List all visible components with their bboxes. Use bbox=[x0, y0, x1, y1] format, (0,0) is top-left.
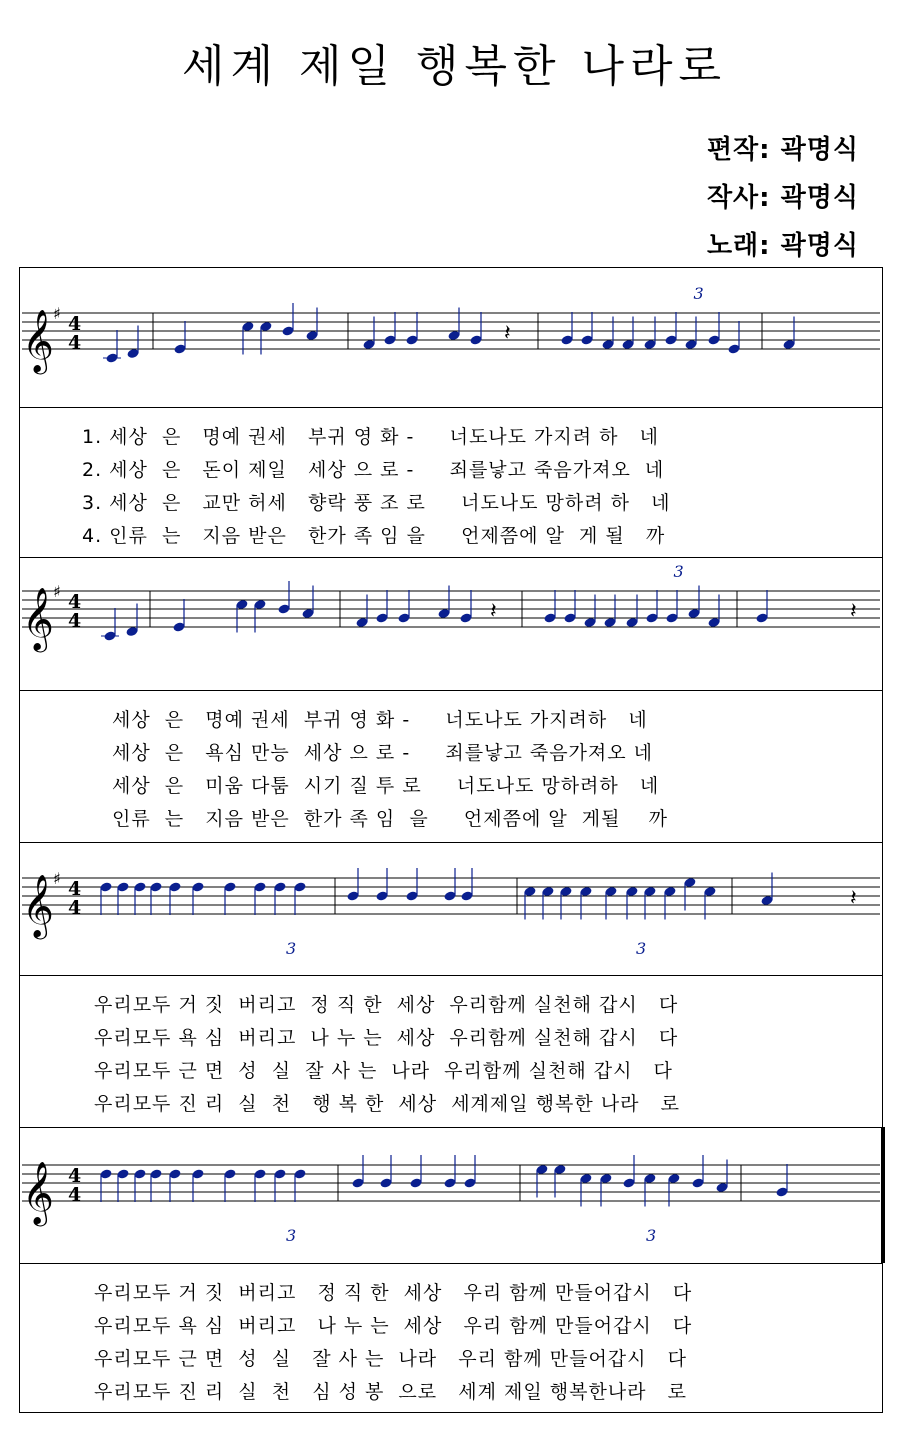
time-signature-bottom: 4 bbox=[68, 897, 82, 919]
lyric-verse-1: 우리모두 거 짓 버리고 정 직 한 세상 우리함께 실천해 갑시 다 bbox=[94, 994, 679, 1016]
lyrics-system-2 bbox=[20, 690, 882, 843]
triplet-mark: 3 bbox=[636, 939, 647, 958]
lyric-verse-2: 우리모두 욕 심 버리고 나 누 는 세상 우리 함께 만들어갑시 다 bbox=[94, 1315, 693, 1337]
triplet-mark: 3 bbox=[693, 284, 704, 303]
treble-clef-icon: 𝄞 bbox=[22, 1161, 54, 1224]
lyric-verse-3: 세상 은 미움 다툼 시기 질 투 로 너도나도 망하려하 네 bbox=[112, 775, 660, 797]
credit-label: 노래: bbox=[706, 231, 771, 261]
triplet-mark: 3 bbox=[646, 1226, 657, 1245]
staff-system-1 bbox=[20, 268, 882, 408]
rest-icon: 𝄽 bbox=[850, 886, 857, 911]
staff-system-3 bbox=[20, 843, 882, 976]
rest-icon: 𝄽 bbox=[490, 599, 497, 624]
lyrics-system-3 bbox=[20, 975, 882, 1128]
sharp-icon: ♯ bbox=[53, 304, 61, 323]
lyric-verse-1: 우리모두 거 짓 버리고 정 직 한 세상 우리 함께 만들어갑시 다 bbox=[94, 1282, 693, 1304]
staff-system-4 bbox=[20, 1128, 882, 1264]
credit-name: 곽명식 bbox=[780, 183, 859, 213]
lyric-verse-3: 우리모두 근 면 성 실 잘 사 는 나라 우리함께 실천해 갑시 다 bbox=[94, 1060, 673, 1082]
rest-icon: 𝄽 bbox=[504, 321, 511, 346]
lyric-verse-1: 세상 은 명예 권세 부귀 영 화 - 너도나도 가지려하 네 bbox=[112, 709, 648, 731]
time-signature-top: 4 bbox=[68, 591, 82, 613]
sharp-icon: ♯ bbox=[53, 582, 61, 601]
song-title: 세계 제일 행복한 나라로 bbox=[182, 41, 727, 92]
music-staff bbox=[20, 1128, 882, 1264]
score-frame bbox=[19, 267, 883, 1413]
treble-clef-icon: 𝄞 bbox=[22, 587, 54, 650]
credit-name: 곽명식 bbox=[780, 135, 859, 165]
credit-name: 곽명식 bbox=[780, 231, 859, 261]
lyric-verse-4: 우리모두 진 리 실 천 행 복 한 세상 세계제일 행복한 나라 로 bbox=[94, 1093, 680, 1115]
rest-icon: 𝄽 bbox=[850, 599, 857, 624]
time-signature-bottom: 4 bbox=[68, 332, 82, 354]
treble-clef-icon: 𝄞 bbox=[22, 874, 54, 937]
lyric-verse-2: 우리모두 욕 심 버리고 나 누 는 세상 우리함께 실천해 갑시 다 bbox=[94, 1027, 679, 1049]
credit-lyricist bbox=[707, 180, 859, 228]
lyric-verse-2: 세상 은 욕심 만능 세상 으 로 - 죄를낳고 죽음가져오 네 bbox=[112, 742, 654, 764]
credit-arranger bbox=[707, 132, 859, 180]
staff-system-2 bbox=[20, 558, 882, 691]
time-signature-top: 4 bbox=[68, 313, 82, 335]
credits bbox=[707, 132, 859, 276]
lyric-verse-4: 인류 는 지음 받은 한가 족 임 을 언제쯤에 알 게될 까 bbox=[112, 808, 669, 830]
lyric-verse-4: 4. 인류 는 지음 받은 한가 족 임 을 언제쯤에 알 게 될 까 bbox=[82, 525, 666, 547]
time-signature-top: 4 bbox=[68, 1165, 82, 1187]
sharp-icon: ♯ bbox=[53, 869, 61, 888]
credit-label: 작사: bbox=[706, 183, 771, 213]
triplet-mark: 3 bbox=[286, 1226, 297, 1245]
music-staff bbox=[20, 843, 882, 976]
music-staff bbox=[20, 558, 882, 691]
lyric-verse-3: 3. 세상 은 교만 허세 향락 풍 조 로 너도나도 망하려 하 네 bbox=[82, 492, 671, 514]
triplet-mark: 3 bbox=[673, 562, 684, 581]
triplet-mark: 3 bbox=[286, 939, 297, 958]
credit-label: 편작: bbox=[706, 135, 771, 165]
music-staff bbox=[20, 268, 882, 408]
lyric-verse-2: 2. 세상 은 돈이 제일 세상 으 로 - 죄를낳고 죽음가져오 네 bbox=[82, 459, 665, 481]
treble-clef-icon: 𝄞 bbox=[22, 309, 54, 372]
time-signature-bottom: 4 bbox=[68, 1184, 82, 1206]
lyrics-system-1 bbox=[20, 407, 882, 558]
time-signature-bottom: 4 bbox=[68, 610, 82, 632]
time-signature-top: 4 bbox=[68, 878, 82, 900]
final-barline bbox=[881, 1127, 885, 1263]
lyrics-system-4 bbox=[20, 1263, 882, 1413]
lyric-verse-4: 우리모두 진 리 실 천 심 성 봉 으로 세계 제일 행복한나라 로 bbox=[94, 1381, 687, 1403]
lyric-verse-3: 우리모두 근 면 성 실 잘 사 는 나라 우리 함께 만들어갑시 다 bbox=[94, 1348, 687, 1370]
lyric-verse-1: 1. 세상 은 명예 권세 부귀 영 화 - 너도나도 가지려 하 네 bbox=[82, 426, 659, 448]
